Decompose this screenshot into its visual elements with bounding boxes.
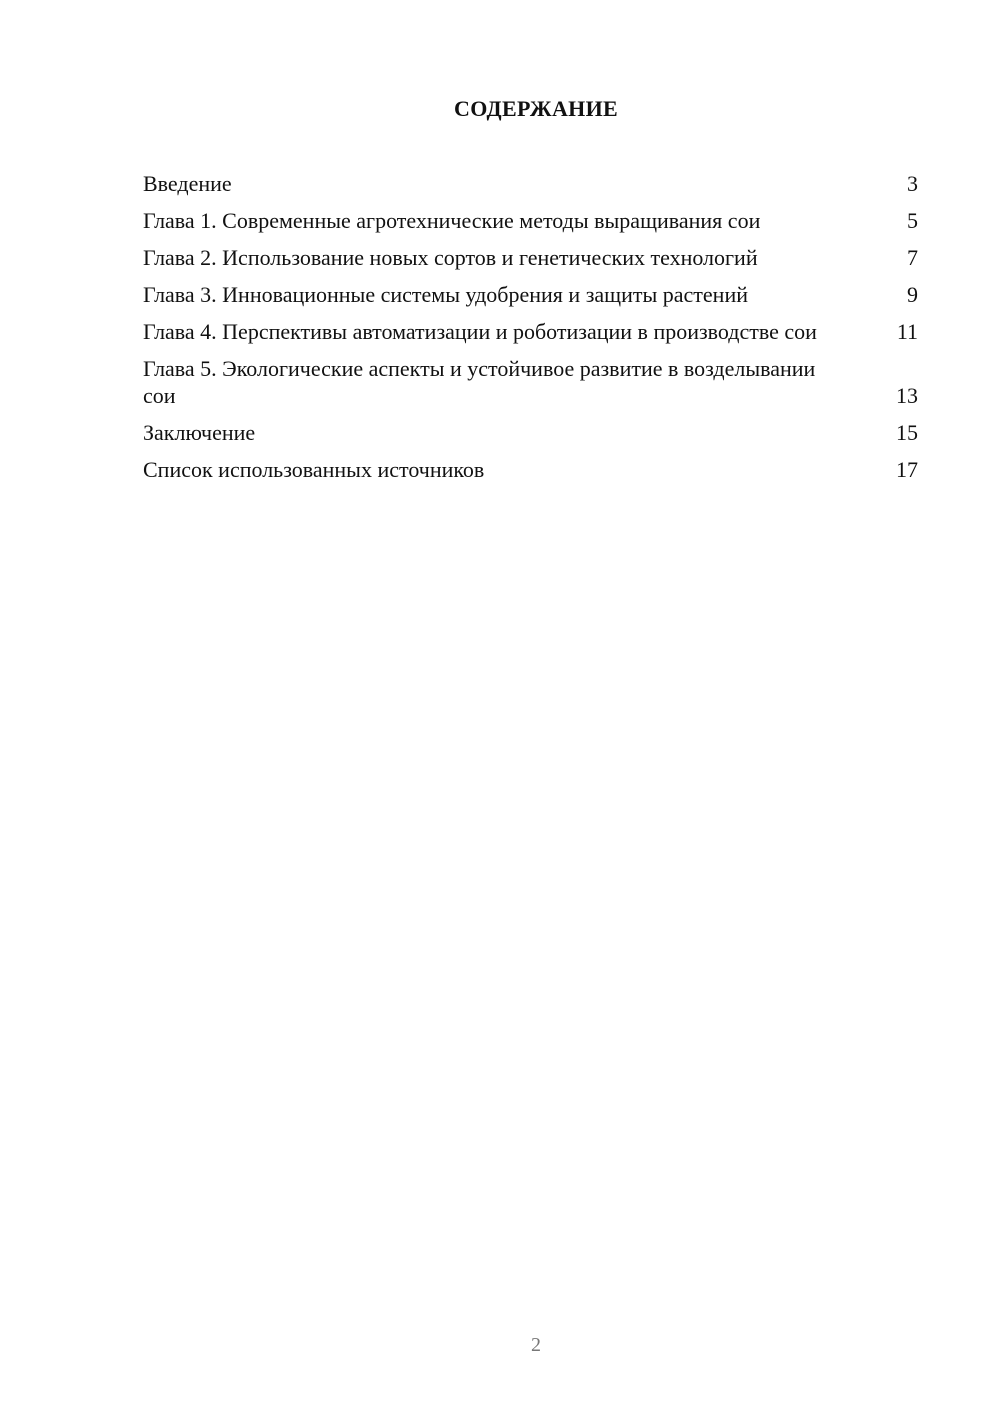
toc-item-chapter-3 bbox=[143, 281, 918, 308]
toc-item-conclusion bbox=[143, 419, 918, 446]
toc-item-chapter-4 bbox=[143, 318, 918, 345]
toc-item-label: Глава 5. Экологические аспекты и устойчивое развитие в возделывании сои bbox=[143, 356, 816, 408]
toc-item-introduction bbox=[143, 170, 918, 197]
toc-item-label: Список использованных источников bbox=[143, 457, 485, 482]
toc-item-page-number: 7 bbox=[907, 245, 918, 270]
toc-item-page-number: 17 bbox=[896, 457, 918, 482]
toc-item-label: Глава 1. Современные агротехнические методы выращивания сои bbox=[143, 208, 761, 233]
toc-item-label: Заключение bbox=[143, 420, 256, 445]
toc-item-chapter-5 bbox=[143, 355, 918, 409]
toc-item-page-number: 13 bbox=[896, 383, 918, 408]
toc-item-label: Введение bbox=[143, 171, 232, 196]
toc-item-page-number: 9 bbox=[907, 282, 918, 307]
page-title: СОДЕРЖАНИЕ bbox=[454, 96, 618, 121]
toc-item-chapter-2 bbox=[143, 244, 918, 271]
page-number: 2 bbox=[531, 1334, 541, 1356]
table-of-contents bbox=[143, 170, 918, 493]
toc-item-chapter-1 bbox=[143, 207, 918, 234]
toc-item-label: Глава 3. Инновационные системы удобрения и защиты растений bbox=[143, 282, 748, 307]
toc-item-page-number: 15 bbox=[896, 420, 918, 445]
toc-item-page-number: 3 bbox=[907, 171, 918, 196]
toc-item-page-number: 11 bbox=[896, 319, 918, 344]
toc-item-label: Глава 4. Перспективы автоматизации и роботизации в производстве сои bbox=[143, 319, 817, 344]
toc-item-label: Глава 2. Использование новых сортов и генетических технологий bbox=[143, 245, 758, 270]
toc-item-references bbox=[143, 456, 918, 483]
toc-item-page-number: 5 bbox=[907, 208, 918, 233]
